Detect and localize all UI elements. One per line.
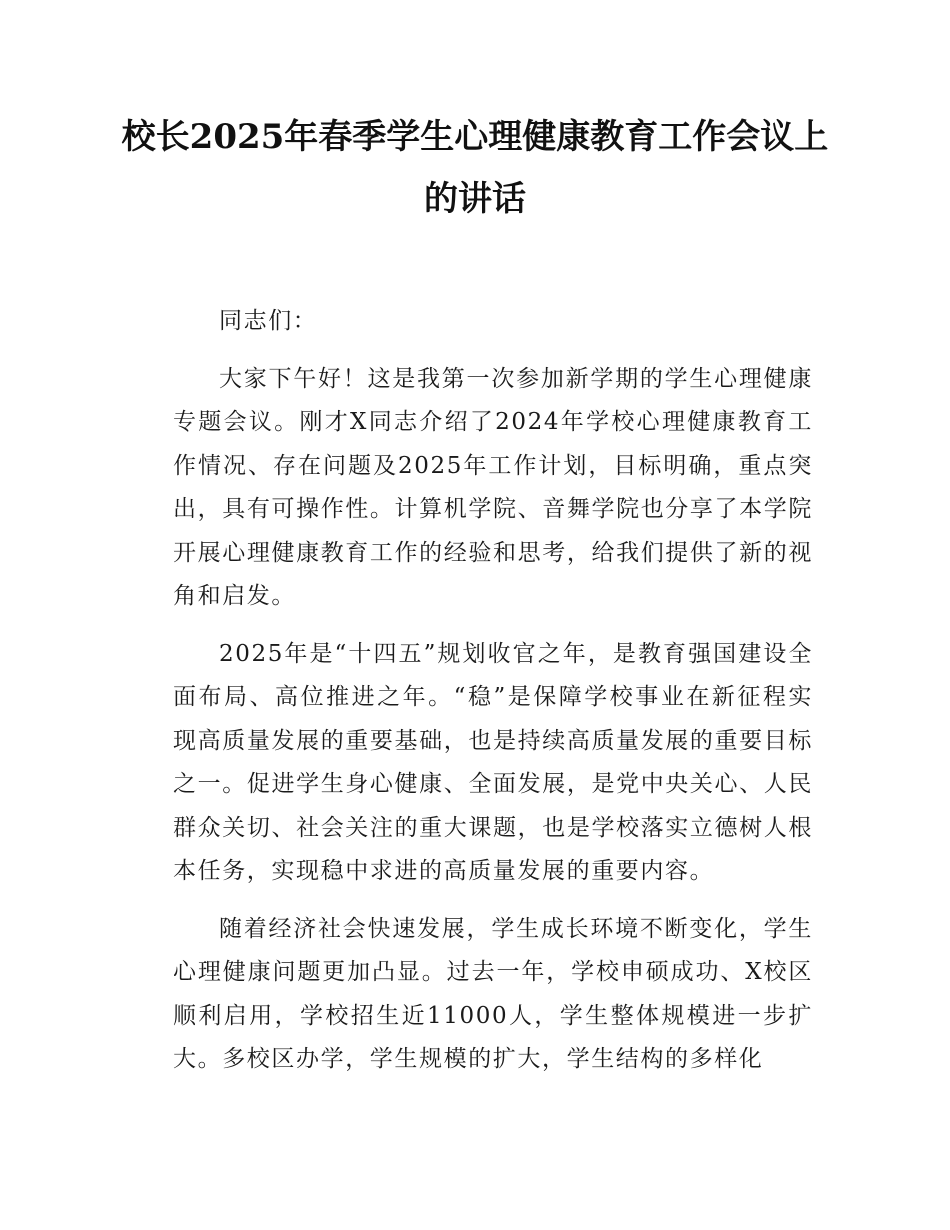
salutation: 同志们： [219,308,318,334]
paragraph-3: 随着经济社会快速发展，学生成长环境不断变化，学生心理健康问题更加凸显。过去一年，学校申硕成功、X校区顺利启用，学校招生近11000人，学生整体规模进一步扩大。多校区办学，学生规模的扩大，学生结构的多样化 [173,915,813,1072]
document-body [173,300,813,1096]
paragraph-2: 2025年是“十四五”规划收官之年，是教育强国建设全面布局、高位推进之年。“稳”是保障学校事业在新征程实现高质量发展的重要基础，也是持续高质量发展的重要目标之一。促进学生身心健康、全面发展，是党中央关心、人民群众关切、社会关注的重大课题，也是学校落实立德树人根本任务，实现稳中求进的高质量发展的重要内容。 [173,640,813,884]
paragraph-1: 大家下午好！这是我第一次参加新学期的学生心理健康专题会议。刚才X同志介绍了2024年学校心理健康教育工作情况、存在问题及2025年工作计划，目标明确，重点突出，具有可操作性。计算机学院、音舞学院也分享了本学院开展心理健康教育工作的经验和思考，给我们提供了新的视角和启发。 [173,365,813,609]
document-title: 校长2025年春季学生心理健康教育工作会议上的讲话 [121,117,829,219]
